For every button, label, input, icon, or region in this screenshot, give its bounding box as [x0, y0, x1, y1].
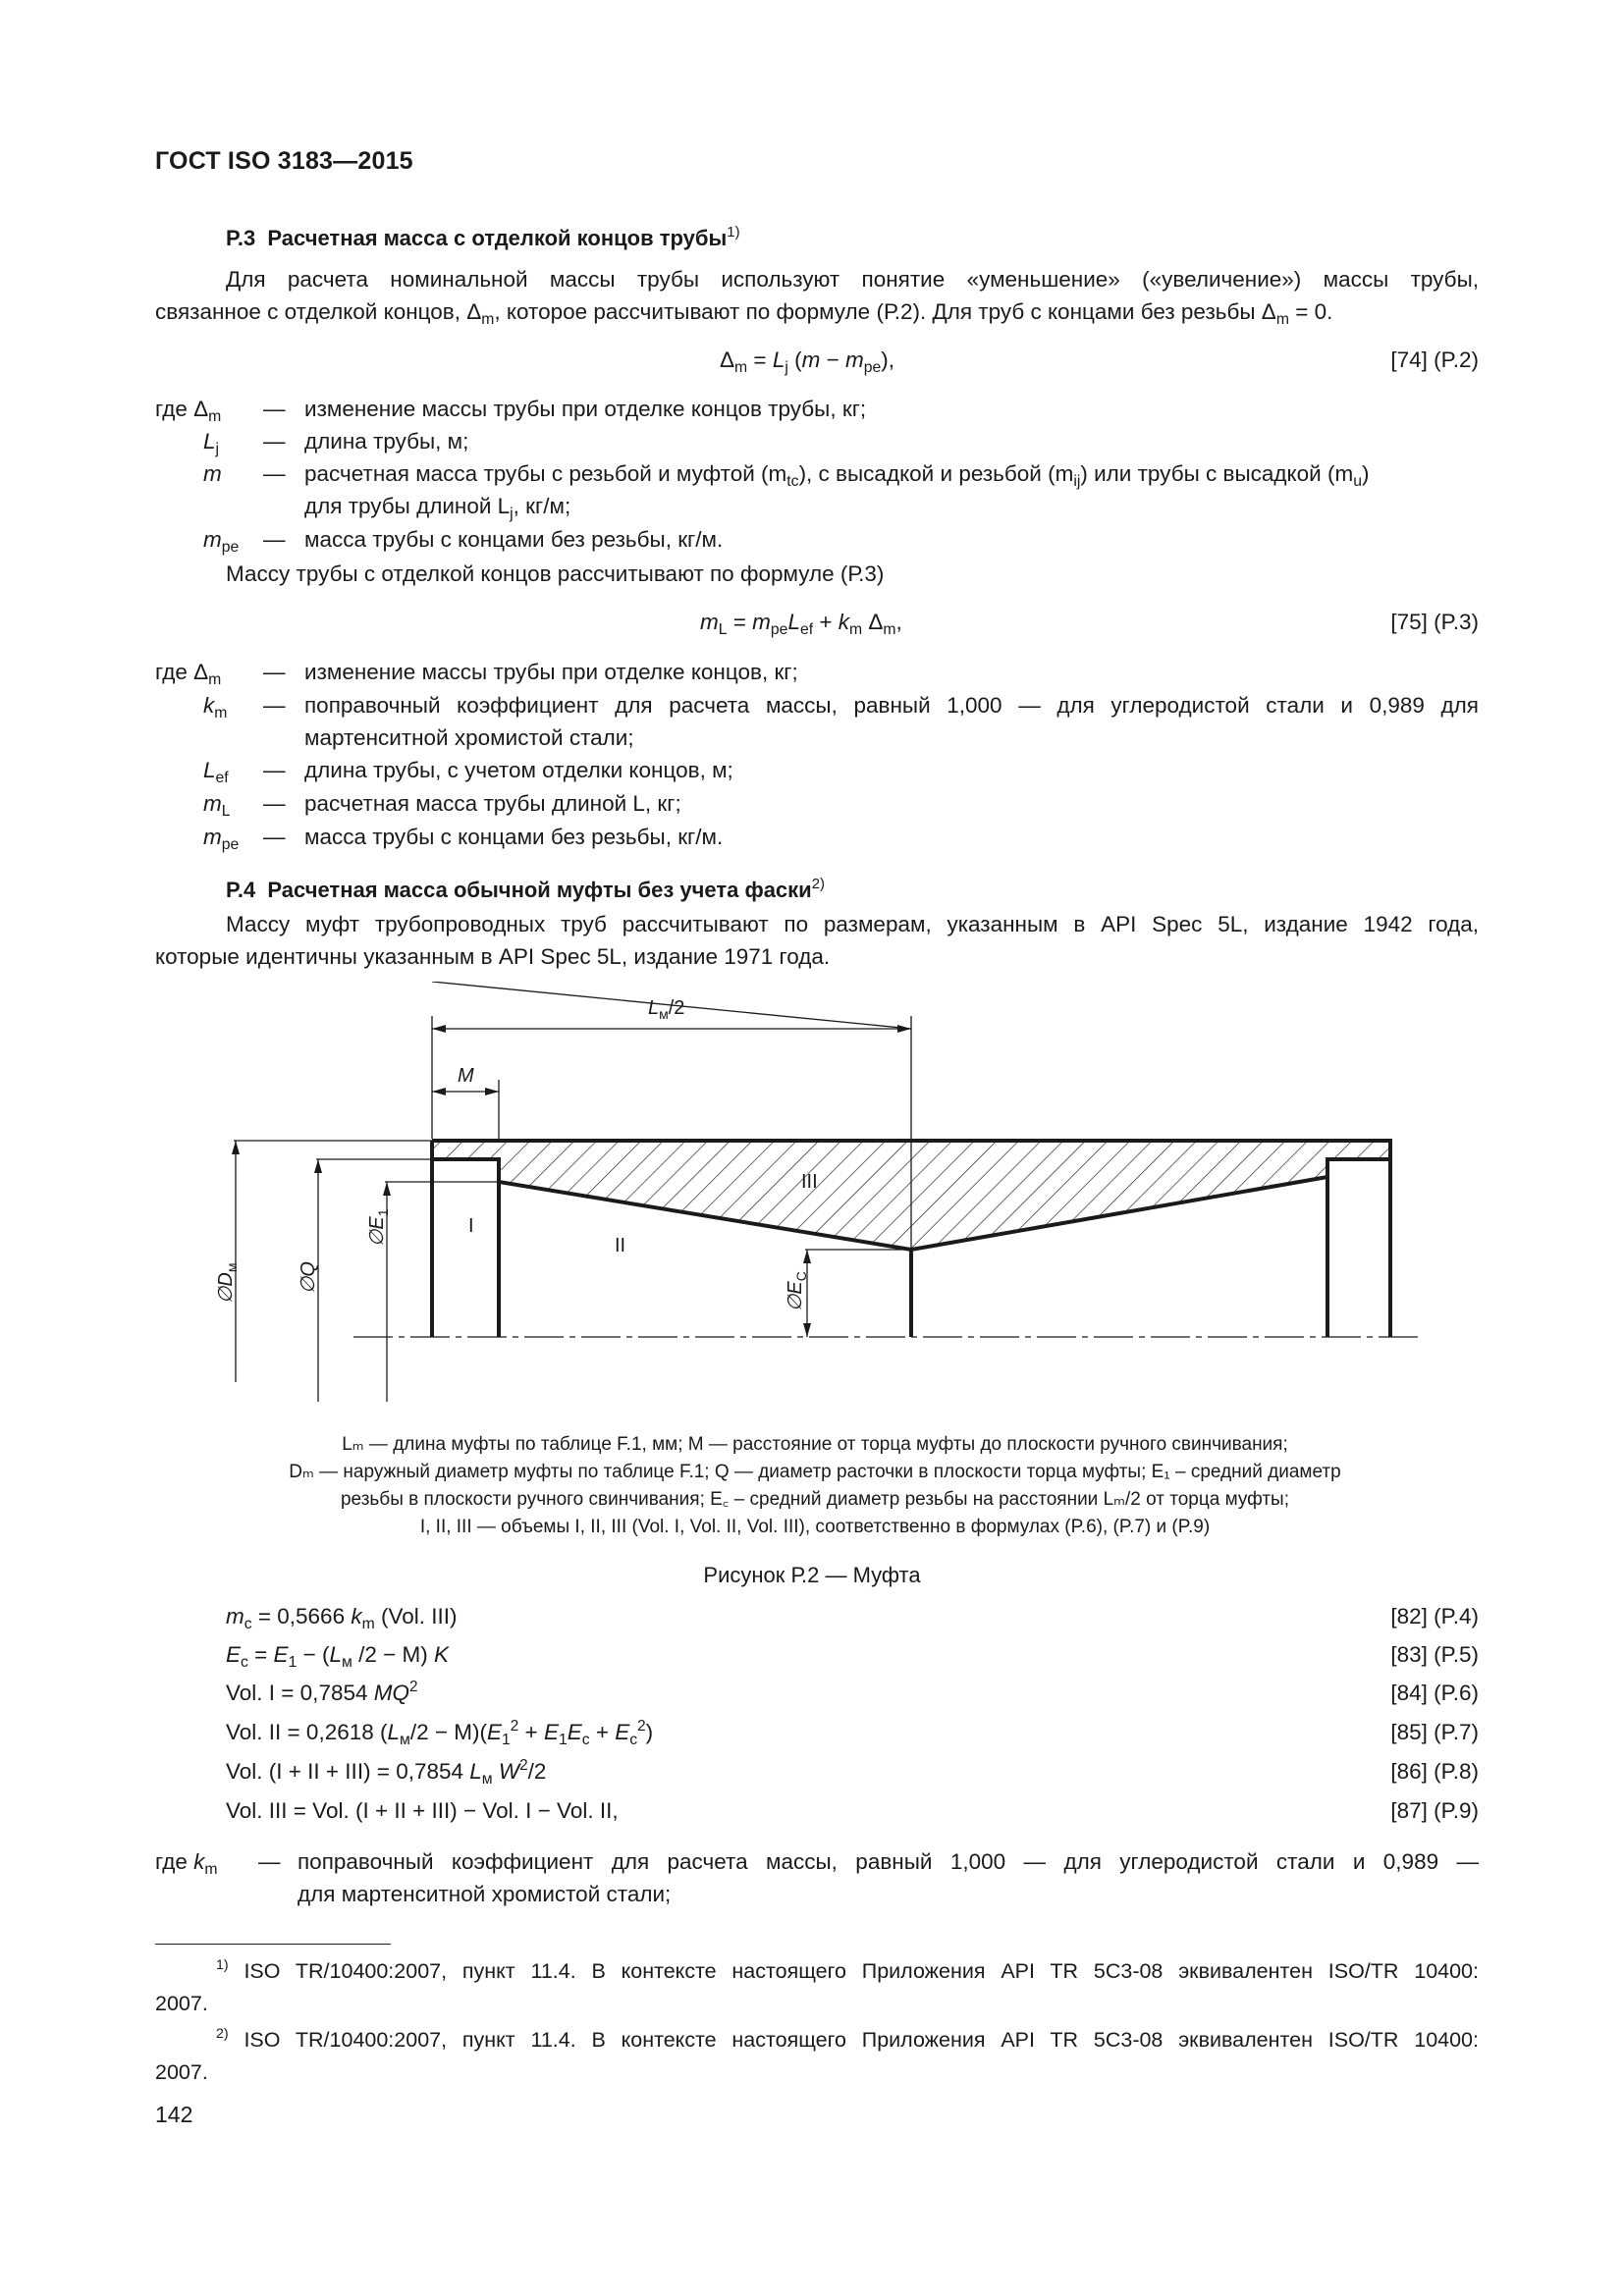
section-number: P.3 [226, 226, 256, 250]
section-p3-title [226, 226, 740, 251]
definition: поправочный коэффициент для расчета массы, равный 1,000 — для углеродистой стали и 0,989 — [298, 1849, 1479, 1874]
formula-ref: [86] (P.8) [1390, 1759, 1479, 1784]
label-ec: $\emptyset E_C$ [785, 1271, 809, 1311]
definition: изменение массы трубы при отделке концов трубы, кг; [304, 397, 867, 421]
section-p4-title: P.4 Расчетная масса обычной муфты без учета фаски$^{2)}$ [226, 876, 825, 902]
coupling-figure [0, 982, 1624, 1423]
where-label: $k_m$ [203, 693, 228, 721]
where-label: $L_{ef}$ [203, 758, 229, 786]
where-label: $m_L$ [203, 791, 231, 820]
formula-p3: $m_L = m_{pe}L_{ef} + k_m$ $\Delta_m$, [700, 610, 902, 638]
where-label: $m_{pe}$ [203, 527, 240, 556]
page-number: 142 [155, 2102, 193, 2127]
paragraph-cont: которые идентичны указанным в API Spec 5L, издание 1971 года. [155, 944, 831, 969]
definition: расчетная масса трубы с резьбой и муфтой $(m_{tc})$, с высадкой и резьбой $(m_{ij})$ или трубы с высадкой $(m_u)$ для трубы длиной $L_j$, кг/м; [304, 461, 1370, 522]
footnote-1-cont: 2007. [155, 1992, 208, 2015]
where-label: $L_j$ [203, 429, 220, 457]
formula-ref: [83] (P.5) [1390, 1642, 1479, 1667]
where-label: где $k_m$ [155, 1849, 218, 1878]
formula-ref: [74] (P.2) [1390, 347, 1479, 372]
label-e1: $\emptyset E_1$ [366, 1208, 391, 1247]
formula-ref: [84] (P.6) [1390, 1681, 1479, 1705]
definition-cont: для мартенситной хромистой стали; [298, 1882, 672, 1906]
formula-p6: Vol. I = 0,7854 $MQ^2$ [226, 1679, 418, 1705]
footnote-2: $^{2)}$ ISO TR/10400:2007, пункт 11.4. В контексте настоящего Приложения API TR 5C3-08 эквивалентен ISO/TR 10400: [216, 2026, 1479, 2052]
formula-p9: Vol. III = Vol. (I + II + III) − Vol. I − Vol. II, [226, 1798, 619, 1823]
formula-ref: [75] (P.3) [1390, 610, 1479, 634]
formula-p7: Vol. II = 0,2618 $(L_м/2 - M)(E_1^2 + E_1E_c + E_c^2)$ [226, 1718, 654, 1748]
where-label: где $\Delta_m$ [155, 397, 222, 425]
footnote-1: $^{1)}$ ISO TR/10400:2007, пункт 11.4. В контексте настоящего Приложения API TR 5C3-08 эквивалентен ISO/TR 10400: [216, 1957, 1479, 1983]
paragraph: Массу муфт трубопроводных труб рассчитывают по размерам, указанным в API Spec 5L, издание 1942 года, [226, 912, 1479, 936]
label-vol-i: I [468, 1215, 474, 1237]
where-label: где $\Delta_m$ [155, 660, 222, 688]
definition: длина трубы, с учетом отделки концов, м; [304, 758, 733, 782]
footnote-2-cont: 2007. [155, 2060, 208, 2084]
footnote-ref: 1) [727, 224, 740, 240]
footnote-separator [155, 1944, 391, 1945]
formula-ref: [85] (P.7) [1390, 1720, 1479, 1744]
where-label: m [203, 461, 222, 486]
label-q: ∅Q [298, 1261, 319, 1294]
paragraph: Массу трубы с отделкой концов рассчитывают по формуле (Р.3) [226, 561, 885, 586]
formula-ref: [82] (P.4) [1390, 1604, 1479, 1629]
definition: масса трубы с концами без резьбы, кг/м. [304, 825, 724, 849]
label-vol-ii: II [615, 1235, 626, 1256]
section-title: Расчетная масса с отделкой концов трубы [267, 226, 728, 250]
figure-caption: Рисунок Р.2 — Муфта [703, 1563, 921, 1587]
document-header: ГОСТ ISO 3183—2015 [155, 147, 413, 175]
formula-p5: $E_c = E_1 - (L_м$ /2 − M) K [226, 1642, 449, 1671]
definition: расчетная масса трубы длиной L, кг; [304, 791, 681, 816]
formula-p2: $\Delta_m = L_j$ $(m - m_{pe})$, [720, 347, 895, 376]
definition: длина трубы, м; [304, 429, 469, 454]
formula-p8: Vol. (I + II + III) = 0,7854 $L_м$ $W^2/2$ [226, 1757, 547, 1788]
where-label: $m_{pe}$ [203, 825, 240, 853]
paragraph: Для расчета номинальной массы трубы используют понятие «уменьшение» («увеличение») массы трубы, [226, 267, 1479, 292]
definition: масса трубы с концами без резьбы, кг/м. [304, 527, 724, 552]
definition: изменение массы трубы при отделке концов, кг; [304, 660, 798, 684]
figure-legend: Lₘ — длина муфты по таблице F.1, мм; M — расстояние от торца муфты до плоскости ручного свинчивания; Dₘ — наружный диаметр муфты по таблице F.1; Q — диаметр расточки в плоскости торца муфты; E₁ – средний диаметр резьбы в плоскости ручного свинчивания; E꜀ – средний диаметр резьбы на расстоянии Lₘ/2 от торца муфты; I, II, III — объемы I, II, III (Vol. I, Vol. II, Vol. III), соответственно в формулах (P.6), (P.7) и (P.9) [289, 1434, 1341, 1537]
label-m: M [458, 1065, 474, 1087]
label-lm2: $L_м/2$ [648, 997, 685, 1022]
definition: поправочный коэффициент для расчета массы, равный 1,000 — для углеродистой стали и 0,989 для [304, 693, 1479, 718]
label-vol-iii: III [801, 1171, 818, 1193]
definition-cont: мартенситной хромистой стали; [304, 725, 634, 750]
formula-ref: [87] (P.9) [1390, 1798, 1479, 1823]
formula-p4: $m_c = 0,5666$ $k_m$ (Vol. III) [226, 1604, 458, 1632]
label-dm: $\emptyset D_м$ [215, 1262, 240, 1304]
paragraph-cont: связанное с отделкой концов, $\Delta_m$, которое рассчитывают по формуле (Р.2). Для труб с концами без резьбы $\Delta_m = 0$. [155, 299, 1333, 328]
